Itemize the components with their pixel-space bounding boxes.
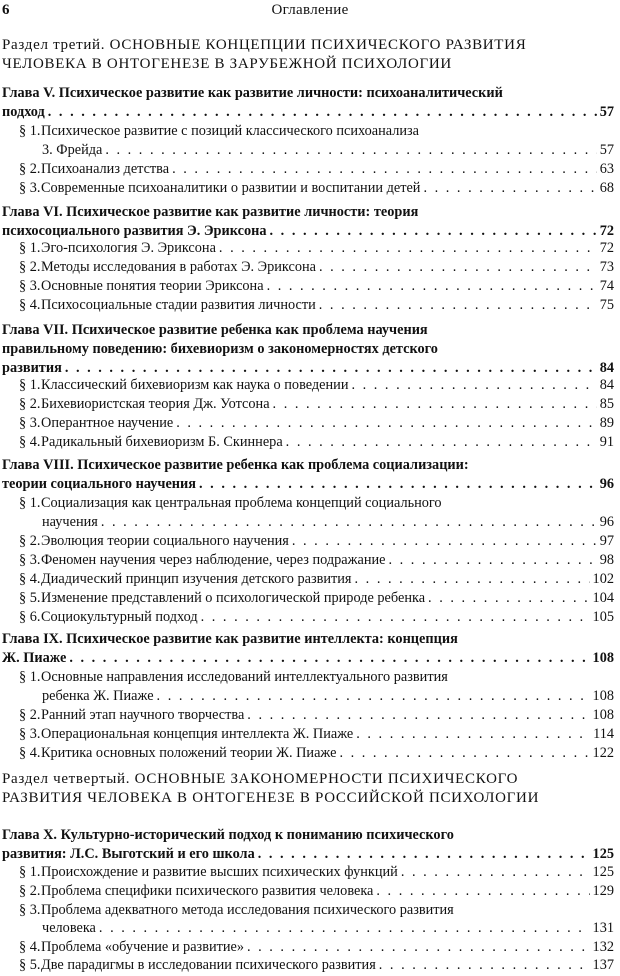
page-ref: 122 xyxy=(592,745,614,761)
page-ref: 105 xyxy=(592,609,614,625)
toc-entry[interactable] xyxy=(19,376,614,395)
page-ref: 125 xyxy=(592,846,614,862)
section-heading-line: ЧЕЛОВЕКА В ОНТОГЕНЕЗЕ В ЗАРУБЕЖНОЙ ПСИХОЛОГИИ xyxy=(2,56,452,72)
section-mark: § 2. xyxy=(19,161,41,177)
toc-entry[interactable] xyxy=(19,956,614,975)
entry-text: Оперантное научение xyxy=(41,415,174,431)
running-header xyxy=(0,2,620,22)
page-ref: 72 xyxy=(599,240,614,256)
chapter-title: Глава VI. Психическое развитие как развитие личности: теория xyxy=(2,204,419,220)
toc-entry[interactable] xyxy=(19,239,614,258)
entry-text: Две парадигмы в исследовании психического развития xyxy=(41,957,376,973)
entry-text: Проблема «обучение и развитие» xyxy=(41,939,244,955)
page-ref: 91 xyxy=(599,434,614,450)
section-mark: § 4. xyxy=(19,571,41,587)
section-mark: § 5. xyxy=(19,957,41,973)
dot-leader xyxy=(172,160,597,179)
toc-entry[interactable] xyxy=(42,687,614,706)
toc-entry[interactable] xyxy=(2,649,614,668)
section-mark: § 4. xyxy=(19,297,41,313)
toc-entry[interactable] xyxy=(19,938,614,957)
dot-leader xyxy=(201,608,590,627)
page-number: 6 xyxy=(2,2,10,18)
toc-entry[interactable] xyxy=(19,433,614,452)
toc-entry[interactable] xyxy=(19,668,614,687)
page-ref: 137 xyxy=(592,957,614,973)
toc-entry[interactable] xyxy=(42,141,614,160)
entry-text: Эволюция теории социального научения xyxy=(41,533,289,549)
entry-text: Современные психоаналитики о развитии и воспитании детей xyxy=(41,180,421,196)
page-ref: 85 xyxy=(599,396,614,412)
section-mark: § 5. xyxy=(19,590,41,606)
page-ref: 108 xyxy=(592,650,614,666)
section-mark: § 2. xyxy=(19,259,41,275)
entry-text: Социокультурный подход xyxy=(41,609,198,625)
page-ref: 114 xyxy=(593,726,614,742)
chapter-title: Глава X. Культурно-исторический подход к пониманию психического xyxy=(2,827,454,843)
dot-leader xyxy=(101,513,597,532)
dot-leader xyxy=(247,706,589,725)
entry-text: Основные понятия теории Эриксона xyxy=(41,278,264,294)
section-mark: § 3. xyxy=(19,415,41,431)
page-ref: 129 xyxy=(592,883,614,899)
section-mark: § 2. xyxy=(19,533,41,549)
chapter-title: Глава VII. Психическое развитие ребенка как проблема научения xyxy=(2,322,428,338)
page-ref: 108 xyxy=(592,707,614,723)
section-mark: § 2. xyxy=(19,396,41,412)
toc-entry[interactable] xyxy=(42,919,614,938)
dot-leader xyxy=(376,882,589,901)
entry-text: Проблема адекватного метода исследования психического развития xyxy=(41,902,454,918)
entry-text: научения xyxy=(42,514,98,530)
chapter-title: правильному поведению: бихевиоризм о закономерностях детского xyxy=(2,341,438,357)
dot-leader xyxy=(319,296,597,315)
section-mark: § 3. xyxy=(19,180,41,196)
entry-text: 3. Фрейда xyxy=(42,142,103,158)
page-ref: 68 xyxy=(599,180,614,196)
page-ref: 108 xyxy=(592,688,614,704)
section-mark: § 2. xyxy=(19,707,41,723)
page-ref: 102 xyxy=(592,571,614,587)
entry-text: Ж. Пиаже xyxy=(2,650,67,666)
page-ref: 84 xyxy=(599,360,614,376)
section-mark: § 4. xyxy=(19,434,41,450)
toc-entry[interactable] xyxy=(19,414,614,433)
entry-text: ребенка Ж. Пиаже xyxy=(42,688,154,704)
section-mark: § 2. xyxy=(19,883,41,899)
toc-entry[interactable] xyxy=(19,532,614,551)
section-mark: § 1. xyxy=(19,669,41,685)
entry-text: теории социального научения xyxy=(2,476,197,492)
dot-leader xyxy=(258,845,590,864)
toc-entry[interactable] xyxy=(19,863,614,882)
dot-leader xyxy=(389,551,597,570)
page-ref: 84 xyxy=(599,377,614,393)
entry-text: Психосоциальные стадии развития личности xyxy=(41,297,316,313)
page-ref: 72 xyxy=(599,223,614,239)
dot-leader xyxy=(69,649,589,668)
section-heading-line: Раздел четвертый. ОСНОВНЫЕ ЗАКОНОМЕРНОСТИ ПСИХИЧЕСКОГО xyxy=(2,771,519,787)
page-ref: 125 xyxy=(592,864,614,880)
toc-entry[interactable] xyxy=(19,179,614,198)
entry-text: Критика основных положений теории Ж. Пиаже xyxy=(41,745,337,761)
page-ref: 57 xyxy=(599,104,614,120)
entry-text: Бихевиористская теория Дж. Уотсона xyxy=(41,396,270,412)
dot-leader xyxy=(423,179,596,198)
section-heading-line: Раздел третий. ОСНОВНЫЕ КОНЦЕПЦИИ ПСИХИЧЕСКОГО РАЗВИТИЯ xyxy=(2,37,527,53)
toc-entry[interactable] xyxy=(19,608,614,627)
dot-leader xyxy=(356,725,590,744)
toc-entry[interactable] xyxy=(19,706,614,725)
dot-leader xyxy=(176,414,596,433)
entry-text: развития: Л.С. Выготский и его школа xyxy=(2,846,255,862)
dot-leader xyxy=(319,258,597,277)
toc-entry[interactable] xyxy=(19,258,614,277)
entry-text: подход xyxy=(2,104,45,120)
toc-entry[interactable] xyxy=(19,589,614,608)
toc-entry[interactable] xyxy=(19,395,614,414)
dot-leader xyxy=(267,277,597,296)
dot-leader xyxy=(48,103,597,122)
page-ref: 97 xyxy=(599,533,614,549)
dot-leader xyxy=(273,395,597,414)
section-mark: § 3. xyxy=(19,726,41,742)
page-ref: 89 xyxy=(599,415,614,431)
section-mark: § 1. xyxy=(19,123,41,139)
page-ref: 57 xyxy=(599,142,614,158)
dot-leader xyxy=(339,744,589,763)
page-ref: 96 xyxy=(599,514,614,530)
section-heading-line: РАЗВИТИЯ ЧЕЛОВЕКА В ОНТОГЕНЕЗЕ В РОССИЙСКОЙ ПСИХОЛОГИИ xyxy=(2,790,540,806)
page-ref: 75 xyxy=(599,297,614,313)
chapter-title: Глава V. Психическое развитие как развитие личности: психоаналитический xyxy=(2,85,503,101)
toc-entry[interactable] xyxy=(19,122,614,141)
entry-text: Социализация как центральная проблема концепций социального xyxy=(41,495,442,511)
chapter-title: Глава VIII. Психическое развитие ребенка как проблема социализации: xyxy=(2,457,469,473)
entry-text: Радикальный бихевиоризм Б. Скиннера xyxy=(41,434,283,450)
toc-entry[interactable] xyxy=(19,725,614,744)
toc-entry[interactable] xyxy=(19,570,614,589)
section-mark: § 6. xyxy=(19,609,41,625)
section-mark: § 3. xyxy=(19,902,41,918)
dot-leader xyxy=(247,938,590,957)
page-ref: 98 xyxy=(599,552,614,568)
entry-text: Диадический принцип изучения детского развития xyxy=(41,571,352,587)
section-mark: § 3. xyxy=(19,278,41,294)
entry-text: Ранний этап научного творчества xyxy=(41,707,245,723)
page-ref: 96 xyxy=(599,476,614,492)
toc-entry[interactable] xyxy=(19,160,614,179)
page-ref: 63 xyxy=(599,161,614,177)
toc-entry[interactable] xyxy=(42,513,614,532)
section-mark: § 4. xyxy=(19,939,41,955)
dot-leader xyxy=(428,589,590,608)
page-ref: 74 xyxy=(599,278,614,294)
section-heading-4 xyxy=(2,770,539,808)
dot-leader xyxy=(105,141,596,160)
running-title: Оглавление xyxy=(271,2,349,18)
dot-leader xyxy=(219,239,597,258)
toc-entry[interactable] xyxy=(19,744,614,763)
entry-text: развития xyxy=(2,360,62,376)
entry-text: Психическое развитие с позиций классического психоанализа xyxy=(41,123,419,139)
section-mark: § 1. xyxy=(19,377,41,393)
toc-entry[interactable] xyxy=(2,103,614,122)
entry-text: Операциональная концепция интеллекта Ж. Пиаже xyxy=(41,726,354,742)
chapter-title: Глава IX. Психическое развитие как развитие интеллекта: концепция xyxy=(2,631,458,647)
section-mark: § 4. xyxy=(19,745,41,761)
entry-text: Основные направления исследований интеллектуального развития xyxy=(41,669,448,685)
dot-leader xyxy=(351,376,596,395)
entry-text: Феномен научения через наблюдение, через подражание xyxy=(41,552,386,568)
toc-entry[interactable] xyxy=(19,882,614,901)
dot-leader xyxy=(286,433,597,452)
entry-text: Эго-психология Э. Эриксона xyxy=(41,240,216,256)
toc-entry[interactable] xyxy=(2,845,614,864)
toc-entry[interactable] xyxy=(19,551,614,570)
toc-entry[interactable] xyxy=(19,494,614,513)
section-mark: § 3. xyxy=(19,552,41,568)
entry-text: психосоциального развития Э. Эриксона xyxy=(2,223,267,239)
section-heading-3 xyxy=(2,36,526,74)
entry-text: Методы исследования в работах Э. Эриксона xyxy=(41,259,316,275)
section-mark: § 1. xyxy=(19,240,41,256)
dot-leader xyxy=(199,475,597,494)
page-ref: 104 xyxy=(592,590,614,606)
entry-text: Изменение представлений о психологической природе ребенка xyxy=(41,590,426,606)
section-mark: § 1. xyxy=(19,864,41,880)
toc-entry[interactable] xyxy=(19,901,614,920)
dot-leader xyxy=(292,532,597,551)
page-ref: 131 xyxy=(592,920,614,936)
entry-text: Психоанализ детства xyxy=(41,161,170,177)
toc-entry[interactable] xyxy=(19,296,614,315)
dot-leader xyxy=(157,687,590,706)
entry-text: Проблема специфики психического развития человека xyxy=(41,883,374,899)
toc-entry[interactable] xyxy=(19,277,614,296)
entry-text: человека xyxy=(42,920,96,936)
page-ref: 132 xyxy=(592,939,614,955)
entry-text: Классический бихевиоризм как наука о поведении xyxy=(41,377,349,393)
dot-leader xyxy=(401,863,590,882)
dot-leader xyxy=(379,956,590,975)
page-ref: 73 xyxy=(599,259,614,275)
entry-text: Происхождение и развитие высших психических функций xyxy=(41,864,398,880)
toc-entry[interactable] xyxy=(2,475,614,494)
section-mark: § 1. xyxy=(19,495,41,511)
dot-leader xyxy=(355,570,590,589)
dot-leader xyxy=(99,919,590,938)
